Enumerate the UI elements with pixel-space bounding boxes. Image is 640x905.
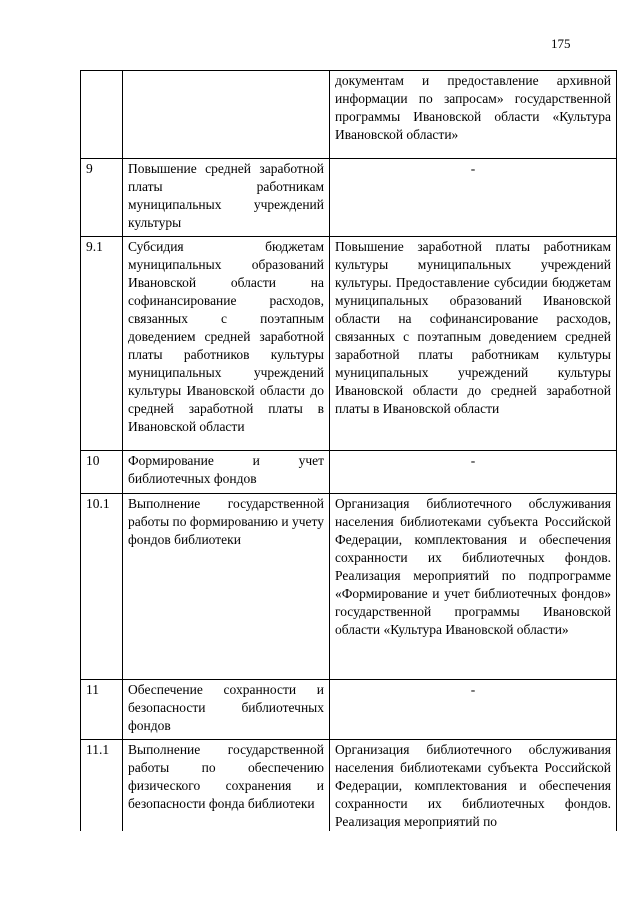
activity-description-cell: - xyxy=(330,451,617,494)
activity-name-cell: Выполнение государственной работы по формированию и учету фондов библиотеки xyxy=(123,494,330,680)
row-number-cell: 11 xyxy=(81,680,123,740)
table-row xyxy=(81,680,617,740)
row-number-cell: 11.1 xyxy=(81,740,123,832)
table-row xyxy=(81,740,617,832)
program-activities-table xyxy=(80,70,617,831)
activity-name-cell: Выполнение государственной работы по обеспечению физического сохранения и безопасности фонда библиотеки xyxy=(123,740,330,832)
activity-name-cell: Субсидия бюджетам муниципальных образований Ивановской области на софинансирование расходов, связанных с поэтапным доведением средней заработной платы работников культуры муниципальных учреждений культуры Ивановской области до средней заработной платы в Ивановской области xyxy=(123,237,330,451)
activity-name-cell xyxy=(123,71,330,159)
activity-name-cell: Формирование и учет библиотечных фондов xyxy=(123,451,330,494)
row-number-cell: 9 xyxy=(81,159,123,237)
row-number-cell xyxy=(81,71,123,159)
table-row xyxy=(81,237,617,451)
activity-name-cell: Обеспечение сохранности и безопасности библиотечных фондов xyxy=(123,680,330,740)
row-number-cell: 10.1 xyxy=(81,494,123,680)
page-number: 175 xyxy=(551,36,571,51)
table-row xyxy=(81,71,617,159)
activity-description-cell: Организация библиотечного обслуживания населения библиотеками субъекта Российской Федерации, комплектования и обеспечения сохранности их библиотечных фондов. Реализация мероприятий по xyxy=(330,740,617,832)
activity-description-cell: Организация библиотечного обслуживания населения библиотеками субъекта Российской Федерации, комплектования и обеспечения сохранности их библиотечных фондов. Реализация мероприятий по подпрограмме «Формирование и учет библиотечных фондов» государственной программы Ивановской области «Культура Ивановской области» xyxy=(330,494,617,680)
row-number-cell: 10 xyxy=(81,451,123,494)
row-number-cell: 9.1 xyxy=(81,237,123,451)
activity-description-cell: - xyxy=(330,680,617,740)
activity-name-cell: Повышение средней заработной платы работникам муниципальных учреждений культуры xyxy=(123,159,330,237)
table-row xyxy=(81,159,617,237)
activity-description-cell: - xyxy=(330,159,617,237)
table-row xyxy=(81,494,617,680)
activity-description-cell: документам и предоставление архивной информации по запросам» государственной программы Ивановской области «Культура Ивановской области» xyxy=(330,71,617,159)
activity-description-cell: Повышение заработной платы работникам культуры муниципальных учреждений культуры. Предоставление субсидии бюджетам муниципальных образований Ивановской области на софинансирование расходов, связанных с поэтапным доведением средней заработной платы работникам культуры муниципальных учреждений культуры Ивановской области до средней заработной платы в Ивановской области xyxy=(330,237,617,451)
table-row xyxy=(81,451,617,494)
